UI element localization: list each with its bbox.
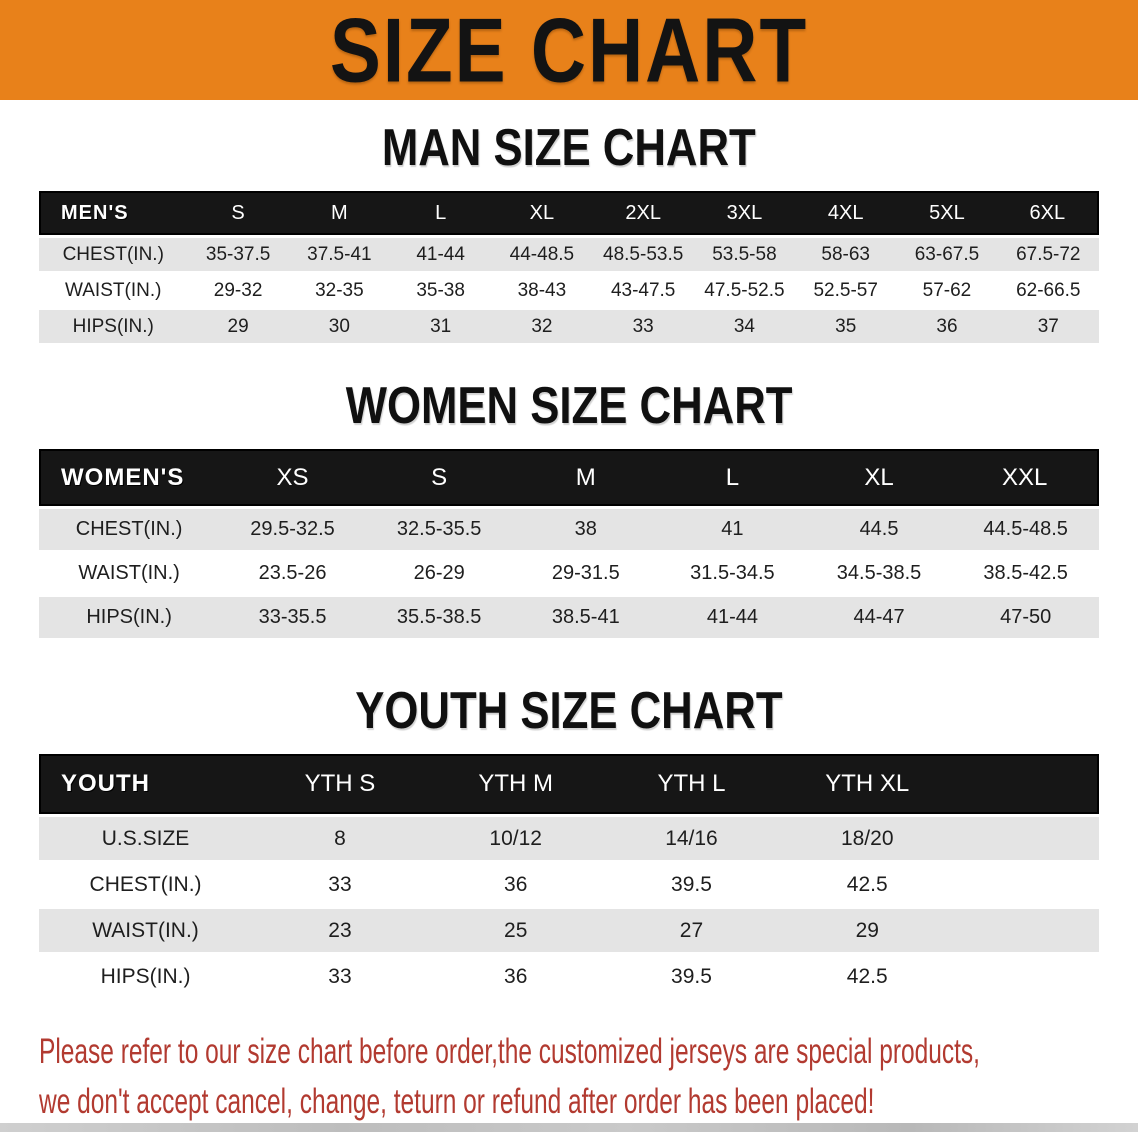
men-section-title-text: MAN SIZE CHART [382,117,756,177]
row-spacer-cell [955,909,1099,952]
size-cell: 36 [428,955,604,998]
size-column-header: 5XL [896,191,997,235]
size-column-header: XL [491,191,592,235]
size-cell: 63-67.5 [896,238,997,271]
disclaimer-line-2 [39,1077,1138,1127]
size-cell: 32.5-35.5 [366,509,513,550]
size-cell: 32-35 [289,274,390,307]
size-cell: 35-38 [390,274,491,307]
men-size-section [0,117,1138,346]
row-label: CHEST(IN.) [39,509,219,550]
size-cell: 31 [390,310,491,343]
size-column-header: YTH M [428,754,604,814]
table-row [39,238,1099,271]
size-cell: 29.5-32.5 [219,509,366,550]
table-row [39,817,1099,860]
size-cell: 31.5-34.5 [659,553,806,594]
size-column-header: L [390,191,491,235]
youth-table-header-row [39,754,1099,814]
size-column-header: 3XL [694,191,795,235]
size-cell: 52.5-57 [795,274,896,307]
size-cell: 29-31.5 [512,553,659,594]
youth-size-section [0,680,1138,1001]
size-cell: 30 [289,310,390,343]
size-cell: 18/20 [779,817,955,860]
row-label: WAIST(IN.) [39,274,187,307]
table-row [39,509,1099,550]
row-spacer-cell [955,817,1099,860]
size-column-header: XL [806,449,953,506]
size-cell: 67.5-72 [998,238,1099,271]
size-cell: 47-50 [952,597,1099,638]
row-spacer-cell [955,863,1099,906]
men-section-title [0,117,1138,177]
size-column-header: 4XL [795,191,896,235]
row-label: HIPS(IN.) [39,955,252,998]
size-cell: 41-44 [390,238,491,271]
table-row [39,955,1099,998]
size-cell: 38.5-42.5 [952,553,1099,594]
disclaimer-line-2-text: we don't accept cancel, change, teturn or refund after order has been placed! [39,1081,875,1121]
size-cell: 57-62 [896,274,997,307]
banner-title: SIZE CHART [329,0,809,102]
women-section-title [0,375,1138,435]
size-column-header: S [366,449,513,506]
size-cell: 34 [694,310,795,343]
size-cell: 14/16 [604,817,780,860]
size-cell: 26-29 [366,553,513,594]
size-cell: 37.5-41 [289,238,390,271]
youth-section-title [0,680,1138,740]
women-size-section [0,375,1138,641]
size-cell: 48.5-53.5 [593,238,694,271]
size-cell: 29-32 [187,274,288,307]
size-cell: 37 [998,310,1099,343]
disclaimer [39,1027,1138,1126]
bottom-edge-strip [0,1123,1138,1132]
disclaimer-line-1 [39,1027,1138,1077]
table-row [39,310,1099,343]
size-cell: 38-43 [491,274,592,307]
table-row [39,909,1099,952]
size-cell: 42.5 [779,863,955,906]
size-column-header: M [289,191,390,235]
size-column-header: XXL [952,449,1099,506]
size-cell: 62-66.5 [998,274,1099,307]
size-cell: 36 [428,863,604,906]
size-cell: 27 [604,909,780,952]
women-size-table [39,446,1099,641]
size-column-header: YTH L [604,754,780,814]
women-section-title-text: WOMEN SIZE CHART [345,375,793,435]
size-cell: 35 [795,310,896,343]
size-cell: 33-35.5 [219,597,366,638]
size-cell: 32 [491,310,592,343]
table-row [39,597,1099,638]
header-spacer-cell [955,754,1099,814]
size-cell: 36 [896,310,997,343]
size-cell: 53.5-58 [694,238,795,271]
size-cell: 38 [512,509,659,550]
size-column-header: M [512,449,659,506]
men-table-header-label: MEN'S [39,191,187,235]
size-column-header: 6XL [998,191,1099,235]
size-cell: 44.5 [806,509,953,550]
men-table-header-row [39,191,1099,235]
women-table-header-row [39,449,1099,506]
youth-size-table [39,751,1099,1001]
row-label: CHEST(IN.) [39,238,187,271]
size-cell: 39.5 [604,863,780,906]
size-column-header: YTH S [252,754,428,814]
youth-table-header-label: YOUTH [39,754,252,814]
row-spacer-cell [955,955,1099,998]
size-cell: 33 [593,310,694,343]
row-label: CHEST(IN.) [39,863,252,906]
size-cell: 29 [779,909,955,952]
size-cell: 43-47.5 [593,274,694,307]
size-cell: 33 [252,863,428,906]
row-label: HIPS(IN.) [39,597,219,638]
size-cell: 10/12 [428,817,604,860]
size-cell: 33 [252,955,428,998]
table-row [39,863,1099,906]
women-table-header-label: WOMEN'S [39,449,219,506]
size-cell: 42.5 [779,955,955,998]
disclaimer-line-1-text: Please refer to our size chart before order,the customized jerseys are special products, [39,1032,980,1071]
size-cell: 38.5-41 [512,597,659,638]
size-column-header: 2XL [593,191,694,235]
row-label: U.S.SIZE [39,817,252,860]
row-label: WAIST(IN.) [39,909,252,952]
size-column-header: L [659,449,806,506]
size-cell: 44.5-48.5 [952,509,1099,550]
size-cell: 23 [252,909,428,952]
size-cell: 29 [187,310,288,343]
banner [0,0,1138,100]
size-cell: 44-47 [806,597,953,638]
row-label: HIPS(IN.) [39,310,187,343]
size-cell: 23.5-26 [219,553,366,594]
size-column-header: XS [219,449,366,506]
size-cell: 41 [659,509,806,550]
size-column-header: YTH XL [779,754,955,814]
size-cell: 39.5 [604,955,780,998]
men-size-table [39,188,1099,346]
table-row [39,274,1099,307]
youth-section-title-text: YOUTH SIZE CHART [355,680,783,740]
row-label: WAIST(IN.) [39,553,219,594]
table-row [39,553,1099,594]
size-cell: 8 [252,817,428,860]
size-cell: 35.5-38.5 [366,597,513,638]
size-cell: 34.5-38.5 [806,553,953,594]
size-column-header: S [187,191,288,235]
size-cell: 44-48.5 [491,238,592,271]
size-cell: 47.5-52.5 [694,274,795,307]
size-cell: 58-63 [795,238,896,271]
size-cell: 41-44 [659,597,806,638]
size-cell: 25 [428,909,604,952]
size-cell: 35-37.5 [187,238,288,271]
